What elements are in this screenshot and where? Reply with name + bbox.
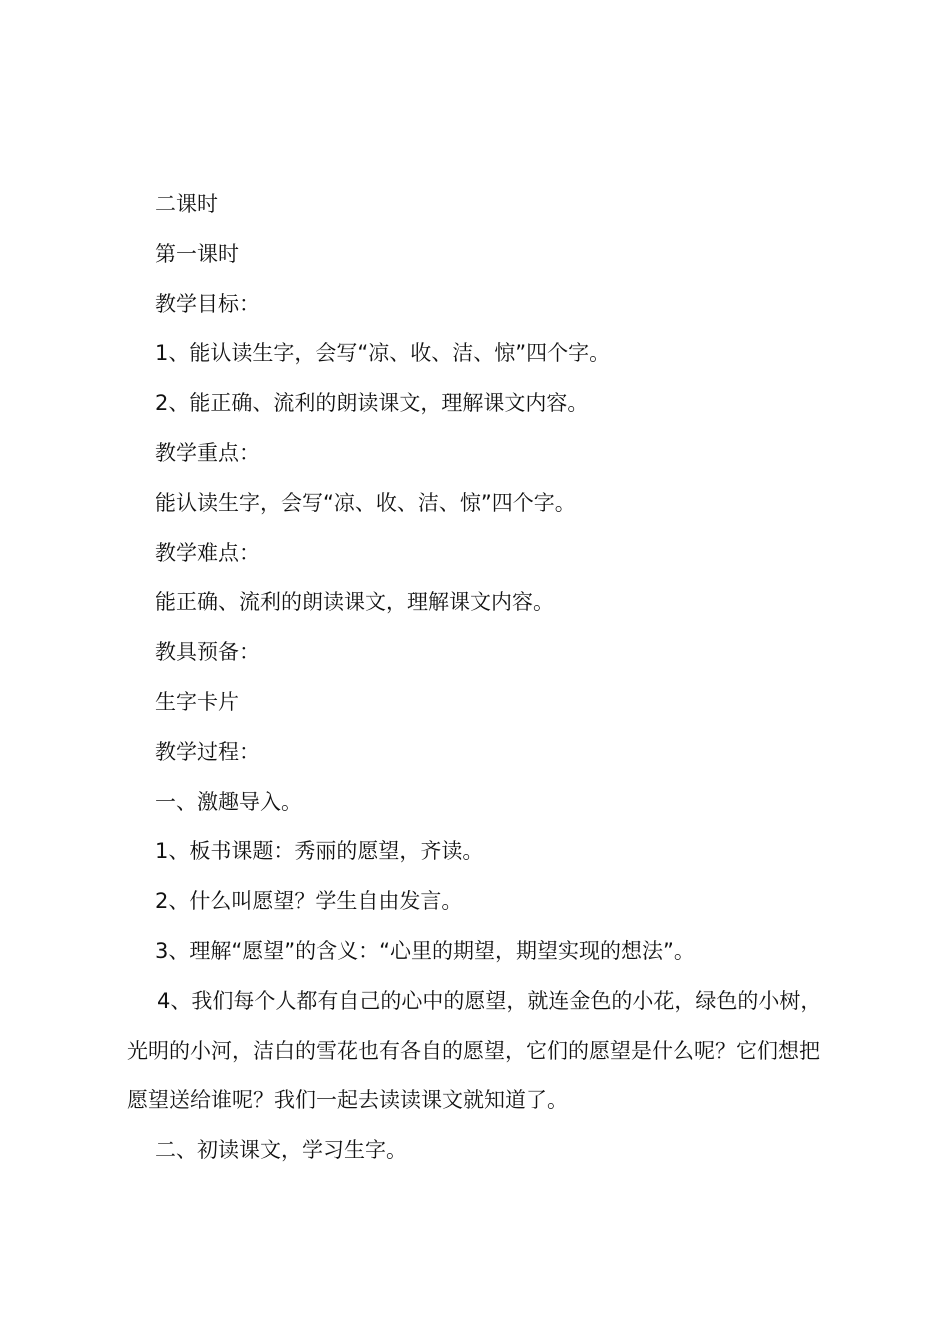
objective-1: 1、能认读生字，会写“凉、收、洁、惊”四个字。 [155,341,611,366]
key-point-text: 能认读生字，会写“凉、收、洁、惊”四个字。 [155,490,576,515]
document-body [127,180,833,1176]
heading-key-points: 教学重点： [155,440,260,465]
section-2-title: 二、初读课文，学习生字。 [155,1138,407,1163]
heading-process: 教学过程： [155,739,260,764]
section-1-title: 一、激趣导入。 [155,789,302,814]
heading-objectives: 教学目标： [155,291,260,316]
objective-2: 2、能正确、流利的朗读课文，理解课文内容。 [155,391,589,416]
lesson-count: 二课时 [155,192,218,216]
difficulty-text: 能正确、流利的朗读课文，理解课文内容。 [155,590,554,615]
step-2: 2、什么叫愿望？学生自由发言。 [155,889,463,914]
materials-text: 生字卡片 [155,689,239,714]
lesson-title: 第一课时 [155,241,239,266]
heading-difficulties: 教学难点： [155,540,260,565]
heading-materials: 教具预备： [155,640,260,665]
step-1: 1、板书课题：秀丽的愿望，齐读。 [155,839,484,864]
step-4-paragraph: 4、我们每个人都有自己的心中的愿望，就连金色的小花，绿色的小树，光明的小河，洁白的雪花也有各自的愿望，它们的愿望是什么呢？它们想把愿望送给谁呢？我们一起去读读课文就知道了。 [127,988,822,1113]
step-3: 3、理解“愿望”的含义：“心里的期望，期望实现的想法”。 [155,938,695,963]
